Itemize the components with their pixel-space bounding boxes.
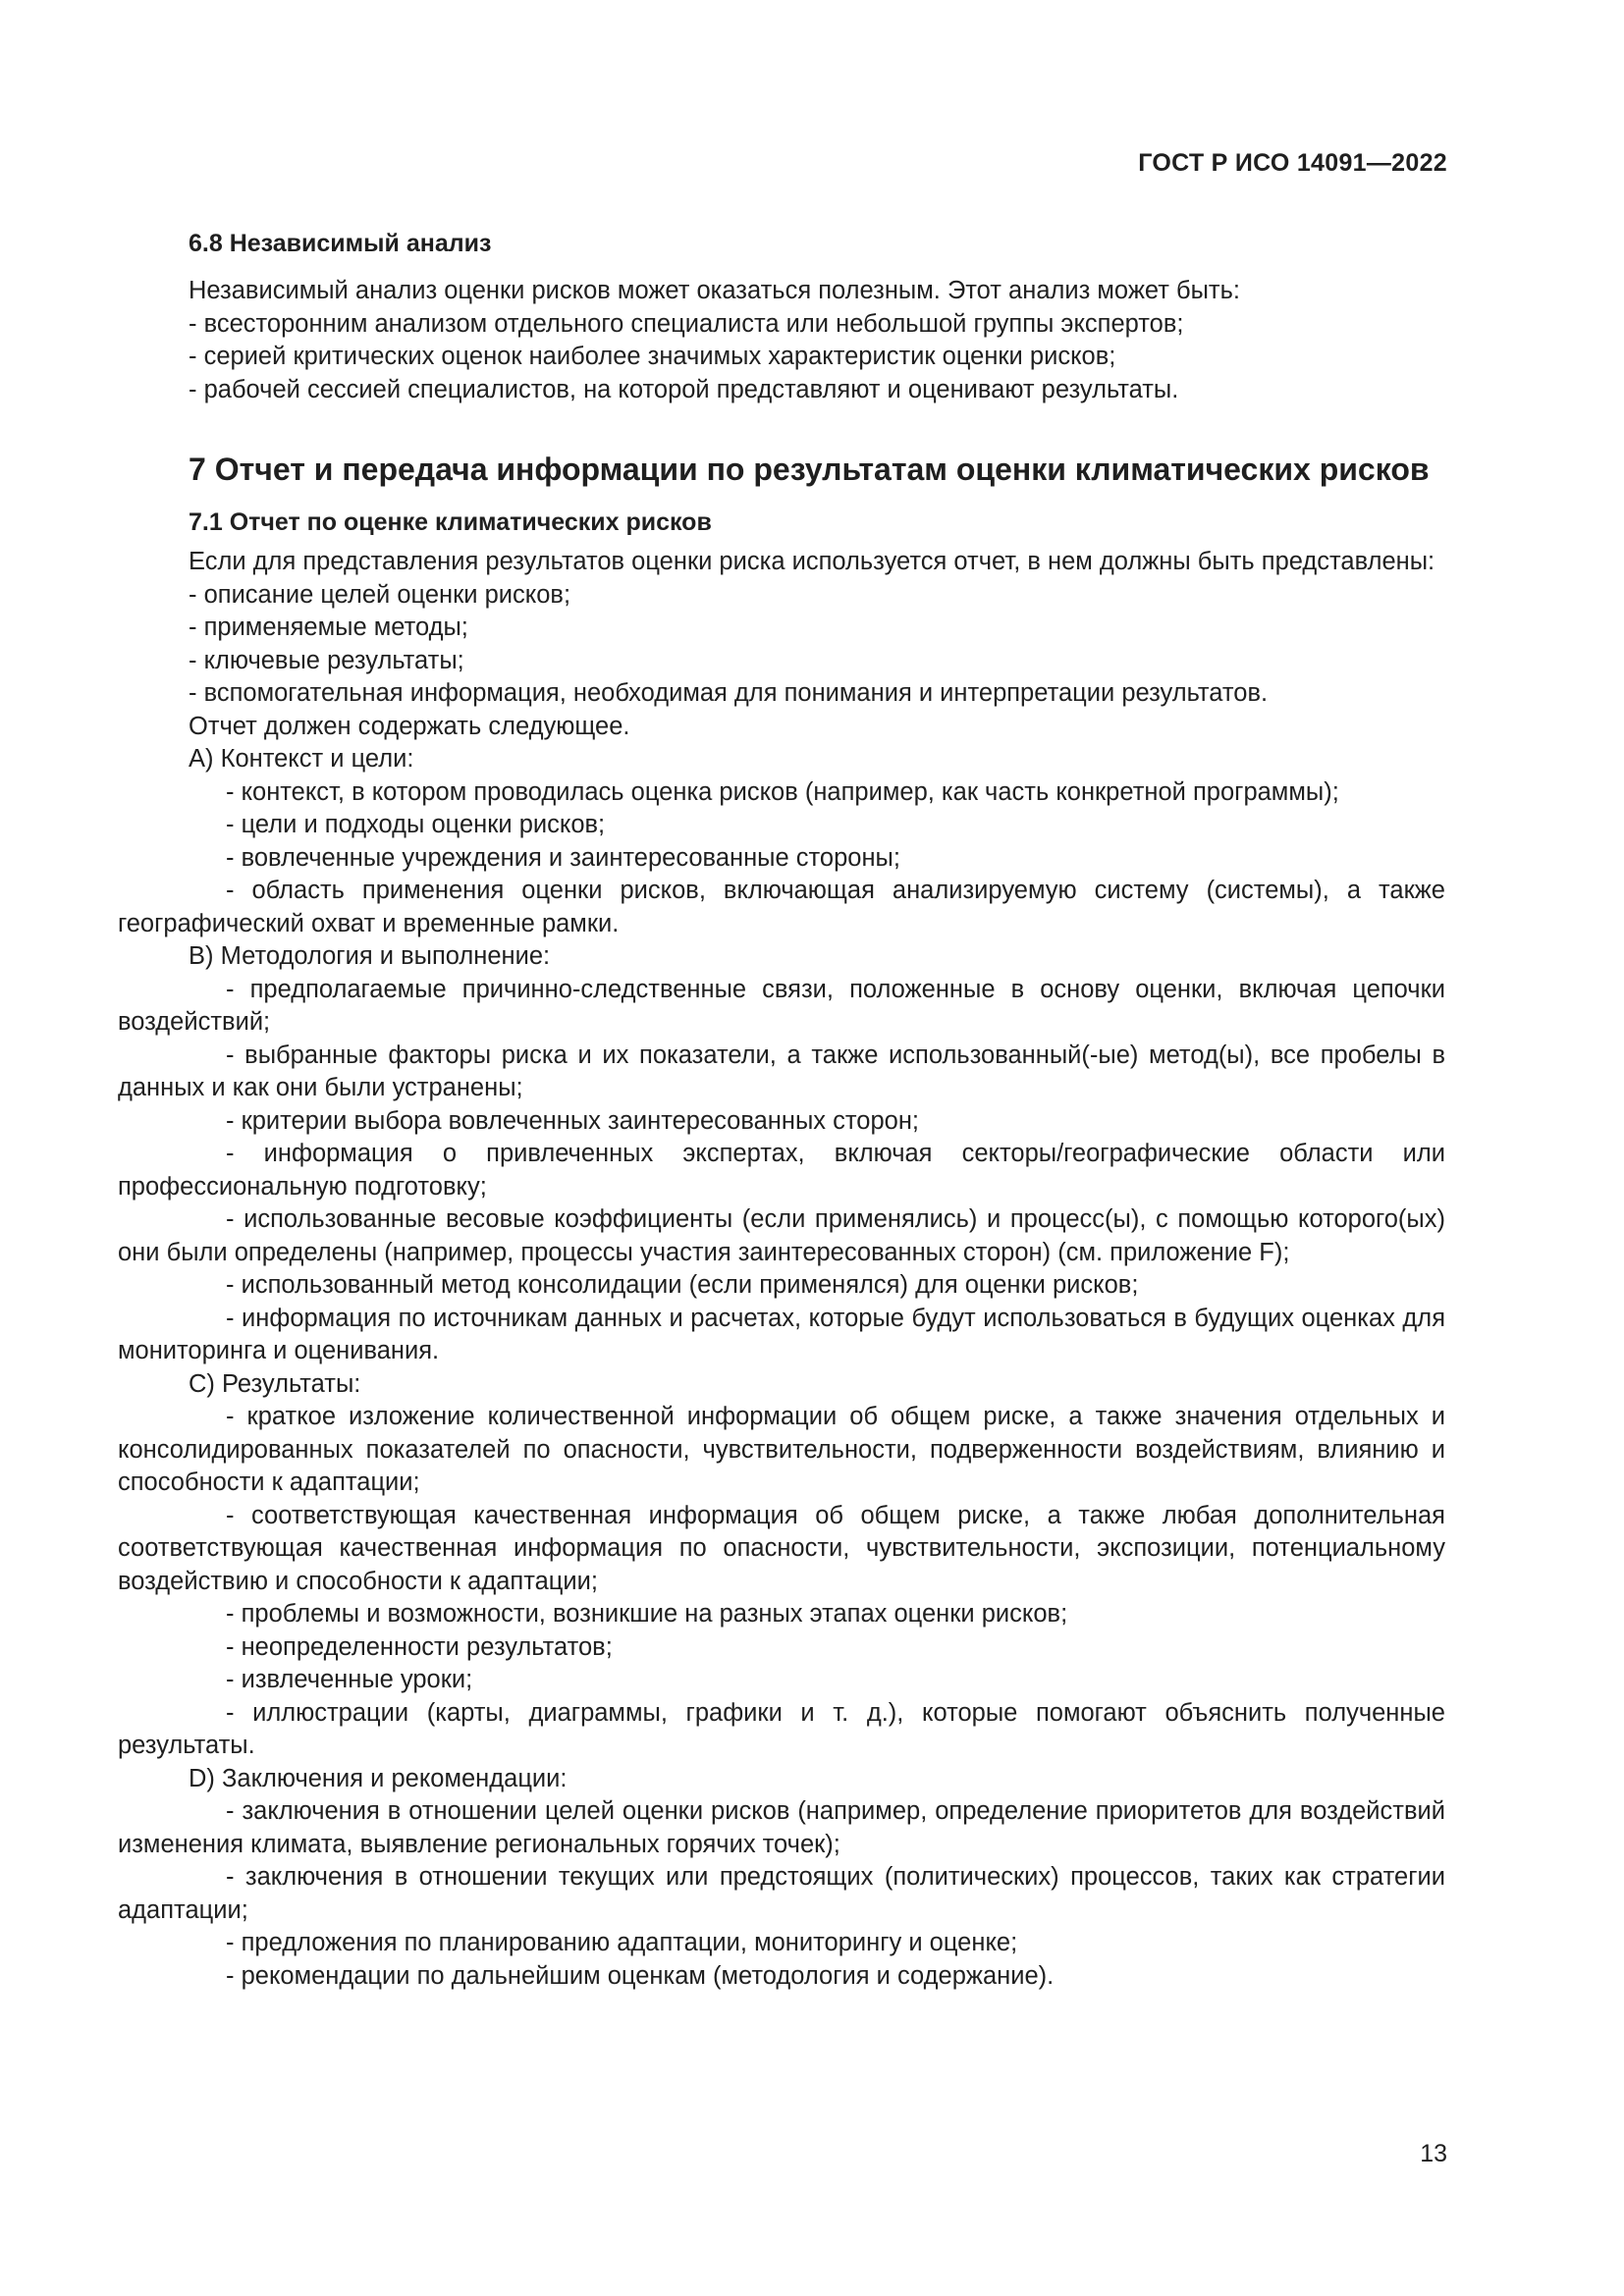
group-b-item: - выбранные факторы риска и их показатели, а также использованный(-ые) метод(ы), все пробелы в данных и как они были устранены; (118, 1041, 1445, 1101)
group-a-item: - область применения оценки рисков, включающая анализируемую систему (системы), а также географический охват и временные рамки. (118, 877, 1445, 937)
section-7-heading: 7 Отчет и передача информации по результатам оценки климатических рисков (189, 452, 1430, 487)
group-b-item: - информация о привлеченных экспертах, включая секторы/географические области или профессиональную подготовку; (118, 1140, 1445, 1201)
group-b-item: - использованные весовые коэффициенты (если применялись) и процесс(ы), с помощью которого(ых) они были определены (например, процессы участия заинтересованных сторон) (см. приложение F); (118, 1205, 1445, 1266)
group-d-item: - рекомендации по дальнейшим оценкам (методология и содержание). (226, 1961, 1055, 1990)
group-b-item: - предполагаемые причинно-следственные связи, положенные в основу оценки, включая цепочки воздействий; (118, 975, 1445, 1036)
group-b-item: - использованный метод консолидации (если применялся) для оценки рисков; (226, 1271, 1139, 1299)
section-6-8-line: - серией критических оценок наиболее значимых характеристик оценки рисков; (189, 343, 1116, 370)
group-c-item: - проблемы и возможности, возникшие на разных этапах оценки рисков; (226, 1600, 1068, 1628)
group-a-label: A) Контекст и цели: (189, 745, 414, 773)
section-6-8-line: - рабочей сессией специалистов, на которой представляют и оценивают результаты. (189, 375, 1179, 403)
group-c-item: - извлеченные уроки; (226, 1666, 473, 1693)
section-7-1-intro: Если для представления результатов оценки риска используется отчет, в нем должны быть представлены: (189, 548, 1435, 575)
section-7-1-heading: 7.1 Отчет по оценке климатических рисков (189, 508, 712, 536)
group-b-item: - информация по источникам данных и расчетах, которые будут использоваться в будущих оценках для мониторинга и оценивания. (118, 1304, 1445, 1364)
section-6-8-heading: 6.8 Независимый анализ (189, 230, 492, 257)
intro-list-item: - вспомогательная информация, необходимая для понимания и интерпретации результатов. (189, 679, 1269, 707)
intro-list-item: - описание целей оценки рисков; (189, 580, 571, 609)
group-c-item: - краткое изложение количественной информации об общем риске, а также значения отдельных и консолидированных показателей по опасности, чувствительности, подверженности воздействиям, влиянию и способности к адаптации; (118, 1403, 1445, 1496)
group-d-label: D) Заключения и рекомендации: (189, 1764, 568, 1792)
group-a-item: - вовлеченные учреждения и заинтересованные стороны; (226, 843, 900, 872)
document-code-header: ГОСТ Р ИСО 14091—2022 (1138, 149, 1447, 177)
group-d-item: - заключения в отношении текущих или предстоящих (политических) процессов, таких как стратегии адаптации; (118, 1863, 1445, 1924)
group-b-item: - критерии выбора вовлеченных заинтересованных сторон; (226, 1106, 919, 1135)
group-a-item: - цели и подходы оценки рисков; (226, 811, 606, 838)
group-d-item: - заключения в отношении целей оценки рисков (например, определение приоритетов для воздействий изменения климата, выявление региональных горячих точек); (118, 1797, 1445, 1858)
section-6-8-line: - всесторонним анализом отдельного специалиста или небольшой группы экспертов; (189, 309, 1184, 338)
document-body (118, 228, 1445, 1993)
section-6-8-line: Независимый анализ оценки рисков может оказаться полезным. Этот анализ может быть: (189, 277, 1240, 304)
intro-list-item: - применяемые методы; (189, 614, 468, 641)
intro-list-item: - ключевые результаты; (189, 646, 464, 674)
group-b-label: B) Методология и выполнение: (189, 942, 551, 970)
page-number: 13 (1420, 2140, 1447, 2167)
group-c-item: - неопределенности результатов; (226, 1632, 613, 1661)
group-a-item: - контекст, в котором проводилась оценка рисков (например, как часть конкретной программы); (226, 777, 1339, 806)
group-c-item: - соответствующая качественная информация об общем риске, а также любая дополнительная соответствующая качественная информация по опасности, чувствительности, экспозиции, потенциальному воздействию и способности к адаптации; (118, 1501, 1445, 1595)
group-c-label: C) Результаты: (189, 1369, 361, 1398)
group-c-item: - иллюстрации (карты, диаграммы, графики и т. д.), которые помогают объяснить полученные результаты. (118, 1698, 1445, 1759)
group-d-item: - предложения по планированию адаптации, мониторингу и оценке; (226, 1929, 1018, 1956)
content-lead: Отчет должен содержать следующее. (189, 712, 630, 740)
